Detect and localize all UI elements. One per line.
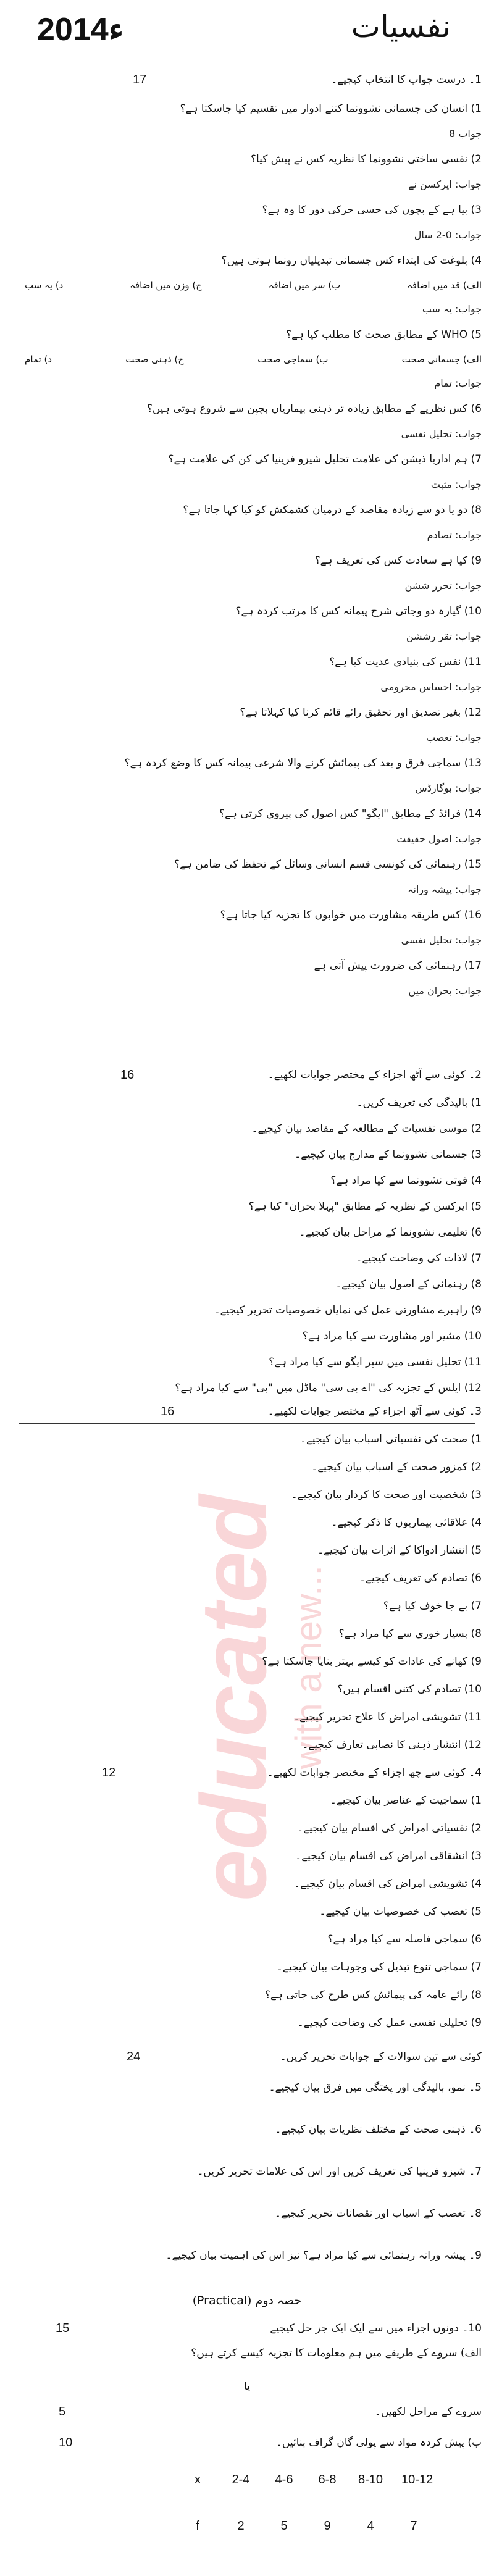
short2-question: 6) تصادم کی تعریف کیجیے۔ [359,1572,482,1584]
objective-marks: 17 [133,73,147,86]
long-question: 9۔ پیشہ ورانہ رہنمائی سے کیا مراد ہے؟ نیز اس کی اہمیت بیان کیجیے۔ [165,2249,482,2262]
objective-question: 11) نفس کی بنیادی عدیت کیا ہے؟ [329,656,482,668]
practical-or: یا [244,2380,250,2393]
objective-option: الف) جسمانی صحت [401,354,482,365]
objective-options [25,354,482,365]
objective-answer: جواب: بوگارڈس [415,782,482,794]
short1-question: 1) بالیدگی کی تعریف کریں۔ [356,1097,482,1109]
data-table-x-row [0,2473,494,2498]
short2-marks: 16 [161,1405,175,1418]
watermark-tagline-text: with a new... [288,1565,329,1770]
objective-option: الف) قد میں اضافہ [407,280,482,291]
watermark-brand-text: educated [182,1494,285,1902]
practical-marks: 15 [56,2322,70,2335]
short1-question: 7) لاذات کی وضاحت کیجیے۔ [356,1252,482,1265]
objective-question: 9) کیا ہے سعادت کس کی تعریف ہے؟ [314,554,482,567]
objective-option: د) تمام [25,354,52,365]
short1-question: 9) راہبرے مشاورتی عمل کی نمایاں خصوصیات تحریر کیجیے۔ [214,1304,482,1316]
short2-question: 2) کمزور صحت کے اسباب بیان کیجیے۔ [311,1461,482,1473]
table-f-label: f [196,2519,199,2533]
short2-question: 4) علاقائی بیماریوں کا ذکر کیجیے۔ [331,1516,482,1529]
short1-question: 11) تحلیل نفسی میں سپر ایگو سے کیا مراد ہے؟ [269,1356,482,1368]
objective-question: 15) رہنمائی کی کونسی قسم انسانی وسائل کے تحفظ کی ضامن ہے؟ [174,858,482,871]
short3-question: 5) تعصب کی خصوصیات بیان کیجیے۔ [319,1905,482,1918]
short3-question: 8) رائے عامہ کی پیمائش کس طرح کی جاتی ہے؟ [264,1989,482,2001]
exam-year: 2014ء [37,12,124,48]
short3-question: 7) سماجی تنوع تبدیل کی وجوہات بیان کیجیے۔ [276,1961,482,1973]
table-cell-x: 10-12 [401,2473,433,2486]
objective-question: 14) فرائڈ کے مطابق "ایگو" کس اصول کی پیروی کرتی ہے؟ [219,808,482,820]
table-cell-x: 8-10 [358,2473,383,2486]
objective-answer: جواب: تحلیل نفسی [401,934,482,946]
short1-question: 8) رہنمائی کے اصول بیان کیجیے۔ [335,1278,482,1290]
long-marks: 24 [127,2050,141,2064]
short1-question: 3) جسمانی نشوونما کے مدارج بیان کیجیے۔ [295,1148,482,1161]
short2-question: 1) صحت کی نفسیاتی اسباب بیان کیجیے۔ [299,1433,482,1445]
objective-answer: جواب: تحرر ششن [404,580,482,592]
educated-watermark [124,1420,383,1976]
table-cell-x: 2-4 [232,2473,250,2486]
short3-question: 2) نفسیاتی امراض کی اقسام بیان کیجیے۔ [297,1822,482,1834]
short2-question: 9) کھانے کی عادات کو کیسے بہتر بنایا جاسکتا ہے؟ [262,1655,482,1668]
table-cell-f: 7 [410,2519,417,2533]
objective-answer: جواب: تصادم [427,529,482,541]
objective-question: 2) نفسی ساختی نشوونما کا نظریہ کس نے پیش کیا؟ [250,153,482,165]
data-table-f-row [0,2519,494,2544]
short3-question: 4) تشویشی امراض کی اقسام بیان کیجیے۔ [294,1878,482,1890]
short2-question: 11) تشویشی امراض کا علاج تحریر کیجیے۔ [293,1711,482,1723]
table-x-label: x [195,2473,201,2486]
objective-question: 17) رہنمائی کی ضرورت پیش آتی ہے [314,960,482,972]
objective-answer: جواب: تمام [434,377,482,389]
page-header [0,0,494,68]
short3-question: 3) انشقاقی امراض کی اقسام بیان کیجیے۔ [295,1850,482,1862]
short1-instruction: 2۔ کوئی سے آٹھ اجزاء کے مختصر جوابات لکھیے۔ [267,1069,482,1081]
objective-option: ب) سر میں اضافہ [268,280,341,291]
objective-answer: جواب: پیشہ ورانہ [408,884,482,895]
practical-part-b: ب) پیش کردہ مواد سے پولی گان گراف بنائیں۔ [275,2436,482,2449]
table-cell-f: 9 [324,2519,331,2533]
short1-question: 12) ایلس کے تجزیہ کی "اے بی سی" ماڈل میں "بی" سے کیا مراد ہے؟ [175,1382,482,1394]
objective-answer: جواب: بحران میں [408,985,482,997]
objective-instruction: 1۔ درست جواب کا انتخاب کیجیے۔ [331,73,482,86]
short3-question: 1) سماجیت کے عناصر بیان کیجیے۔ [330,1794,482,1807]
objective-answer: جواب: تعصب [426,732,482,743]
objective-option: د) یہ سب [25,280,64,291]
table-cell-f: 5 [280,2519,288,2533]
short2-question: 10) تصادم کی کتنی اقسام ہیں؟ [337,1683,482,1696]
objective-answer: جواب: مثبت [430,479,482,490]
long-question: 7۔ شیزو فرینیا کی تعریف کریں اور اس کی علامات تحریر کریں۔ [197,2165,482,2178]
practical-instruction: 10۔ دونوں اجزاء میں سے ایک ایک جز حل کیجیے [270,2322,482,2335]
short3-question: 6) سماجی فاصلہ سے کیا مراد ہے؟ [327,1933,482,1946]
short2-question: 8) بسیار خوری سے کیا مراد ہے؟ [338,1628,482,1640]
table-cell-f: 2 [237,2519,245,2533]
objective-option: ب) سماجی صحت [257,354,329,365]
objective-answer: جواب: 0-2 سال [414,229,482,241]
short3-question: 9) تحلیلی نفسی عمل کی وضاحت کیجیے۔ [297,2017,482,2029]
objective-option: ج) وزن میں اضافہ [130,280,202,291]
objective-question: 3) بیا ہے کے بچوں کی حسی حرکی دور کا وہ ہے؟ [262,204,482,216]
objective-question: 10) گیارہ دو وجاتی شرح پیمانہ کس کا مرتب کردہ ہے؟ [235,605,482,617]
short1-question: 6) تعلیمی نشوونما کے مراحل بیان کیجیے۔ [299,1226,482,1239]
short3-marks: 12 [102,1766,116,1779]
objective-answer: جواب 8 [449,128,482,140]
short2-question: 12) انتشار ذہنی کا نصابی تعارف کیجیے۔ [302,1739,482,1751]
practical-part-a-alt: سروے کے مراحل لکھیں۔ [374,2406,482,2418]
objective-answer: جواب: تقر رششن [406,630,482,642]
table-cell-x: 6-8 [318,2473,337,2486]
short1-question: 2) موسی نفسیات کے مطالعہ کے مقاصد بیان کیجیے۔ [251,1123,482,1135]
objective-question: 8) دو یا دو سے زیادہ مقاصد کے درمیان کشمکش کو کیا کہا جاتا ہے؟ [183,504,482,516]
section-divider [19,1423,475,1424]
objective-options [25,280,482,291]
objective-question: 7) ہم اداریا ذیشن کی علامت تحلیل شیزو فرینیا کی کن کی علامت ہے؟ [168,453,482,466]
practical-part-b-marks: 10 [59,2436,73,2449]
objective-option: ج) ذہنی صحت [125,354,184,365]
long-instruction: کوئی سے تین سوالات کے جوابات تحریر کریں۔ [280,2051,482,2063]
objective-question: 12) بغیر تصدیق اور تحقیق رائے قائم کرنا کیا کہلاتا ہے؟ [240,706,482,719]
objective-question: 5) WHO کے مطابق صحت کا مطلب کیا ہے؟ [286,328,482,341]
objective-answer: جواب: تحلیل نفسی [401,428,482,440]
short2-question: 3) شخصیت اور صحت کا کردار بیان کیجیے۔ [291,1489,482,1501]
short2-question: 7) بے جا خوف کیا ہے؟ [383,1600,482,1612]
objective-question: 6) کس نظریے کے مطابق زیادہ تر ذہنی بیماریاں بچپن سے شروع ہوتی ہیں؟ [146,403,482,415]
subject-title: نفسیات [351,9,451,44]
practical-part-a-marks: 5 [59,2405,66,2419]
table-cell-f: 4 [367,2519,374,2533]
objective-question: 16) کس طریقہ مشاورت میں خوابوں کا تجزیہ کیا جاتا ہے؟ [220,909,482,921]
practical-part-a: الف) سروے کے طریقے میں ہم معلومات کا تجزیہ کیسے کرتے ہیں؟ [191,2347,482,2359]
objective-question: 13) سماجی فرق و بعد کی پیمائش کرنے والا شرعی پیمانہ کس کا وضع کردہ ہے؟ [124,757,482,769]
short1-marks: 16 [120,1068,135,1082]
long-question: 8۔ تعصب کے اسباب اور نقصانات تحریر کیجیے۔ [274,2207,482,2220]
short2-instruction: 3۔ کوئی سے آٹھ اجزاء کے مختصر جوابات لکھیے۔ [267,1405,482,1418]
objective-question: 4) بلوغت کی ابتداء کس جسمانی تبدیلیاں رونما ہوتی ہیں؟ [221,254,482,267]
practical-heading: حصہ دوم (Practical) [192,2294,302,2307]
objective-question: 1) انسان کی جسمانی نشوونما کتنے ادوار میں تقسیم کیا جاسکتا ہے؟ [180,102,482,115]
short1-question: 5) ایرکسن کے نظریہ کے مطابق "پہلا بحران" کیا ہے؟ [248,1200,482,1213]
objective-answer: جواب: احساس محرومی [380,681,482,693]
objective-answer: جواب: اصول حقیقت [396,833,482,845]
short1-question: 10) مشیر اور مشاورت سے کیا مراد ہے؟ [302,1330,482,1342]
objective-answer: جواب: یہ سب [422,303,482,315]
long-question: 5۔ نمو، بالیدگی اور پختگی میں فرق بیان کیجیے۔ [269,2081,482,2094]
short3-instruction: 4۔ کوئی سے چھ اجزاء کے مختصر جوابات لکھیے۔ [267,1767,482,1779]
table-cell-x: 4-6 [275,2473,293,2486]
short2-question: 5) انتشار ادواکا کے اثرات بیان کیجیے۔ [317,1544,482,1557]
long-question: 6۔ ذہنی صحت کے مختلف نظریات بیان کیجیے۔ [275,2123,482,2136]
objective-answer: جواب: ایرکسن نے [408,178,482,190]
short1-question: 4) قوتی نشوونما سے کیا مراد ہے؟ [330,1174,482,1187]
